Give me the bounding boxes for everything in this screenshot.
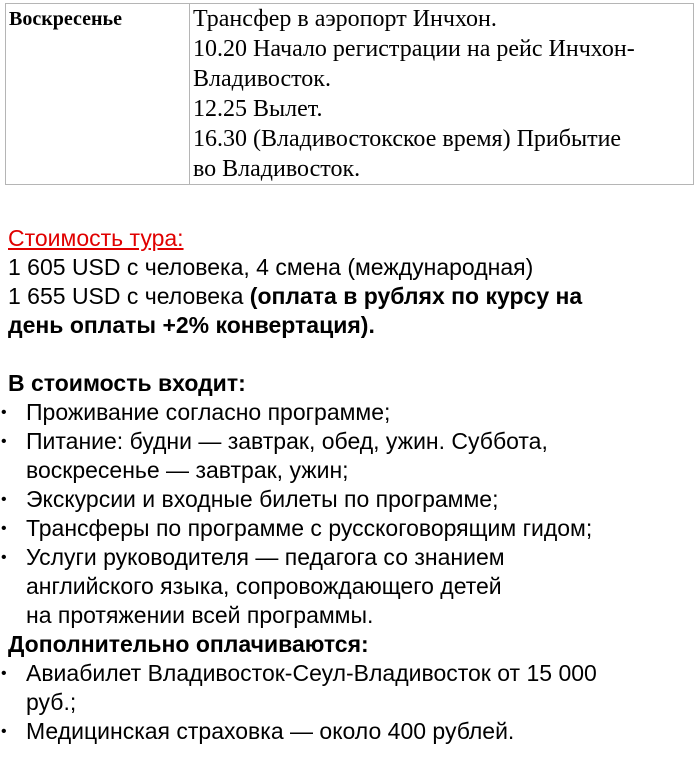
list-item-text: руб.; bbox=[26, 689, 77, 715]
event-line: во Владивосток. bbox=[193, 156, 361, 182]
list-item-text: Услуги руководителя — педагога со знанием bbox=[26, 544, 505, 570]
bullet-icon: • bbox=[1, 723, 7, 740]
event-line: Владивосток. bbox=[193, 66, 331, 92]
spacer bbox=[8, 340, 694, 369]
event-line: 10.20 Начало регистрации на рейс Инчхон- bbox=[193, 36, 635, 62]
list-item-text: Авиабилет Владивосток-Сеул-Владивосток от 15 000 bbox=[26, 660, 597, 686]
bullet-icon: • bbox=[1, 520, 7, 537]
day-cell: Воскресенье bbox=[6, 4, 190, 185]
bullet-icon: • bbox=[1, 549, 7, 566]
schedule-row bbox=[6, 4, 694, 185]
list-item bbox=[1, 427, 694, 485]
price-line-2-bold: (оплата в рублях по курсу на bbox=[249, 283, 583, 309]
included-list bbox=[1, 398, 694, 630]
list-item bbox=[1, 485, 694, 514]
list-item-text: Питание: будни — завтрак, обед, ужин. Суббота, bbox=[26, 428, 548, 454]
tour-info bbox=[1, 224, 694, 746]
bullet-icon: • bbox=[1, 433, 7, 450]
event-line: 12.25 Вылет. bbox=[193, 96, 323, 122]
bullet-icon: • bbox=[1, 665, 7, 682]
event-line: 16.30 (Владивостокское время) Прибытие bbox=[193, 126, 622, 152]
bullet-icon: • bbox=[1, 491, 7, 508]
list-item-text: Трансферы по программе с русскоговорящим гидом; bbox=[26, 515, 593, 541]
list-item-text: Медицинская страховка — около 400 рублей. bbox=[26, 718, 515, 744]
price-line-2 bbox=[8, 282, 694, 311]
list-item-text: Проживание согласно программе; bbox=[26, 399, 391, 425]
list-item bbox=[1, 514, 694, 543]
list-item-text: Экскурсии и входные билеты по программе; bbox=[26, 486, 499, 512]
price-line-3: день оплаты +2% конвертация). bbox=[8, 312, 375, 338]
list-item-text: на протяжении всей программы. bbox=[26, 602, 374, 628]
extra-heading: Дополнительно оплачиваются: bbox=[8, 631, 369, 657]
included-heading: В стоимость входит: bbox=[8, 370, 246, 396]
list-item bbox=[1, 543, 694, 630]
schedule-table bbox=[5, 3, 694, 185]
list-item bbox=[1, 659, 694, 717]
list-item-text: воскресенье — завтрак, ужин; bbox=[26, 457, 349, 483]
bullet-icon: • bbox=[1, 404, 7, 421]
events-cell bbox=[190, 4, 694, 185]
price-heading: Стоимость тура: bbox=[8, 225, 184, 251]
list-item bbox=[1, 717, 694, 746]
event-line: Трансфер в аэропорт Инчхон. bbox=[193, 6, 497, 32]
list-item-text: английского языка, сопровождающего детей bbox=[26, 573, 502, 599]
extra-list bbox=[1, 659, 694, 746]
price-line-2-normal: 1 655 USD с человека bbox=[8, 283, 250, 309]
price-line-1: 1 605 USD с человека, 4 смена (международная) bbox=[8, 254, 534, 280]
list-item bbox=[1, 398, 694, 427]
